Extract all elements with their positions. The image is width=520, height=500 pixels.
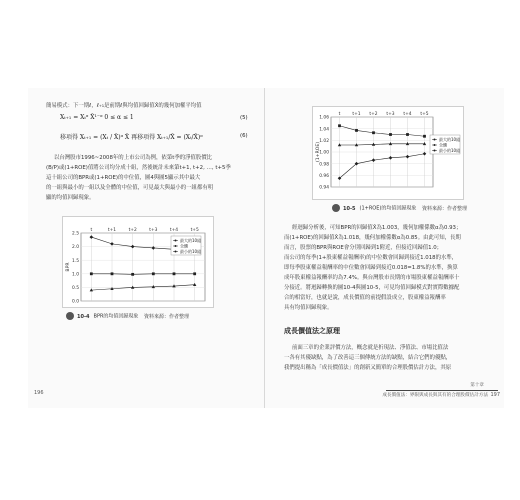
body-line: (B/P)或(1+ROE)值將公司均分成十組，然後統計未來第t+1, t+2, …, t+5季 (46, 165, 231, 171)
legend-label: 全體 (439, 142, 447, 148)
y-tick-label: 0.98 (319, 162, 329, 168)
body-line: 具有均值回歸現象。 (284, 305, 333, 311)
body-line: 顯的均值回歸現象。 (46, 195, 95, 201)
y-tick-label: 1.06 (319, 115, 329, 121)
legend-marker (175, 240, 177, 242)
body-line: 即每季股東權益報酬率的中位數會回歸到接近0.018=1.8%的水準，換算 (284, 265, 458, 271)
legend-marker (434, 150, 436, 152)
x-tick-label: t+4 (169, 228, 179, 233)
data-point (173, 272, 176, 275)
page-number-right: 197 (490, 392, 500, 398)
x-tick-label: t+3 (149, 228, 158, 233)
figure-10-4 (62, 216, 214, 308)
equation-5: Xₜ₊₁ = Xₜᵅ X̂¹⁻ᵅ 0 ≤ α ≤ 1 (60, 114, 134, 121)
data-point (338, 124, 341, 127)
x-tick-label: t+3 (386, 112, 395, 117)
y-tick-label: 1.5 (72, 258, 79, 264)
data-point (193, 272, 196, 275)
body-line: 分接近。將迴歸轉換的圖10-4與圖10-5，可見均值回歸模式對實際數據配 (284, 285, 460, 291)
x-tick-label: t+5 (420, 112, 429, 117)
body-line: 而言，股票的BPR與ROE會分別回歸到1附近，但接近回歸值1.0； (284, 245, 443, 251)
figure-10-5 (312, 106, 464, 200)
body-line: 而公司的每季(1+股東權益報酬率)的中位數會回歸到接近1.018的水準， (284, 255, 458, 261)
data-point (372, 131, 375, 134)
y-tick-label: 1.0 (72, 272, 79, 278)
data-point (111, 272, 114, 275)
data-point (406, 133, 409, 136)
legend-marker (434, 139, 436, 141)
y-tick-label: 1.00 (319, 150, 329, 156)
x-tick-label: t+4 (403, 112, 412, 117)
y-tick-label: 2.0 (72, 245, 79, 251)
page-number-left: 196 (34, 390, 44, 396)
x-tick-label: t (90, 228, 93, 233)
figure-number-badge (332, 204, 340, 212)
y-tick-label: 1.04 (319, 127, 329, 133)
legend-label: 最大的10組 (439, 137, 461, 142)
figure-source: 資料來源：作者整理 (421, 205, 467, 212)
x-tick-label: t+1 (352, 112, 361, 117)
figure-title: (1+ROE)的均值回歸現象 (359, 205, 417, 212)
body-line: 以台灣股市1996~2008年的上市公司為例，依第t季的淨值股價比 (54, 155, 213, 161)
body-line: 合的相當好，也就是說，成長價值的前提假設成立，股東權益報酬率 (284, 295, 446, 301)
x-tick-label: t+1 (107, 228, 117, 233)
body-line: 而(1+ROE)的回歸值X̂為1.018，幾何加權係數α為0.85。由此可知，長期 (284, 235, 461, 241)
figure-label: 10-4 (77, 313, 90, 320)
data-point (152, 272, 155, 275)
body-line: 的一組與最小的一組以及全體的中位值，可見最大與最小的一組都有明 (46, 185, 214, 191)
figure-10-5-caption (332, 204, 467, 212)
bpr-line-chart (63, 217, 213, 307)
figure-10-4-caption (66, 312, 189, 320)
y-axis-label: (1+ROE) (316, 141, 321, 163)
legend-marker (175, 251, 177, 253)
legend-marker (175, 245, 177, 247)
equation-6: 移項得 Xₜ₊₁ = (Xₜ / X̂)ᵅ X̂ 再移項得 Xₜ₊₁/X̂ = (Xₜ/X̂)ᵅ (60, 134, 203, 141)
x-tick-label: t+5 (190, 228, 199, 233)
intro-line: 簡易模式：下一期ℓ，ℓ₊₁是前期ℓ與均值回歸值X̂的幾何加權平均值 (46, 103, 202, 109)
legend-marker (434, 144, 436, 146)
y-tick-label: 0.96 (319, 173, 329, 179)
y-tick-label: 0.5 (72, 286, 79, 291)
section-line: 一各有其優缺點，為了改善這三個傳統方法的缺點，結合它們的優點， (284, 355, 452, 361)
x-tick-label: t (338, 112, 341, 117)
data-point (355, 129, 358, 132)
open-book-spread (28, 88, 504, 408)
data-point (90, 272, 93, 275)
data-point (131, 273, 134, 276)
section-heading: 成長價值法之原理 (284, 327, 340, 335)
data-point (423, 135, 426, 138)
y-axis-label: BPR (66, 262, 71, 272)
y-tick-label: 2.5 (72, 231, 79, 237)
running-head-title: 成長價值法：界限與成長與其有的合理股價估計方法 (382, 393, 488, 398)
roe-line-chart (313, 107, 463, 199)
x-tick-label: t+2 (369, 112, 378, 117)
equation-5-number: (5) (240, 115, 248, 121)
body-line: 成年股東權益報酬率約為7.4%。與台灣股市長期的市場股東權益報酬率十 (284, 275, 460, 281)
legend-label: 全體 (180, 243, 188, 249)
data-point (389, 133, 392, 136)
y-tick-label: 1.02 (319, 138, 329, 144)
x-tick-label: t+2 (128, 228, 137, 233)
y-tick-label: 0.0 (72, 299, 79, 305)
legend-label: 最小的10組 (180, 249, 202, 254)
y-tick-label: 0.94 (319, 185, 329, 191)
figure-number-badge (66, 312, 74, 320)
legend-label: 最大的10組 (180, 238, 202, 243)
figure-label: 10-5 (343, 205, 356, 212)
legend-label: 最小的10組 (439, 148, 461, 153)
left-page (28, 88, 265, 408)
right-page (266, 88, 504, 408)
section-line: 我們提出稱為「成長價值法」的創新又簡單的合理股價估計方法，其原 (284, 365, 452, 371)
body-line: 經迴歸分析後，可知BPR的回歸值X̂為1.003，幾何加權係數α為0.93； (292, 225, 462, 231)
running-head-chapter: 第十章 (470, 383, 484, 388)
section-line: 前面三章的企業評價方法，概念就是折現法、淨值法、市場比值法 (292, 345, 449, 351)
running-head-rule (386, 390, 498, 391)
equation-6-number: (6) (240, 133, 248, 139)
body-line: 這十組公司的BPR或(1+ROE)的中位值，圖4與圖5顯示其中最大 (46, 175, 201, 181)
figure-title: BPR的均值回歸現象 (93, 313, 139, 320)
figure-source: 資料來源：作者整理 (144, 313, 190, 320)
